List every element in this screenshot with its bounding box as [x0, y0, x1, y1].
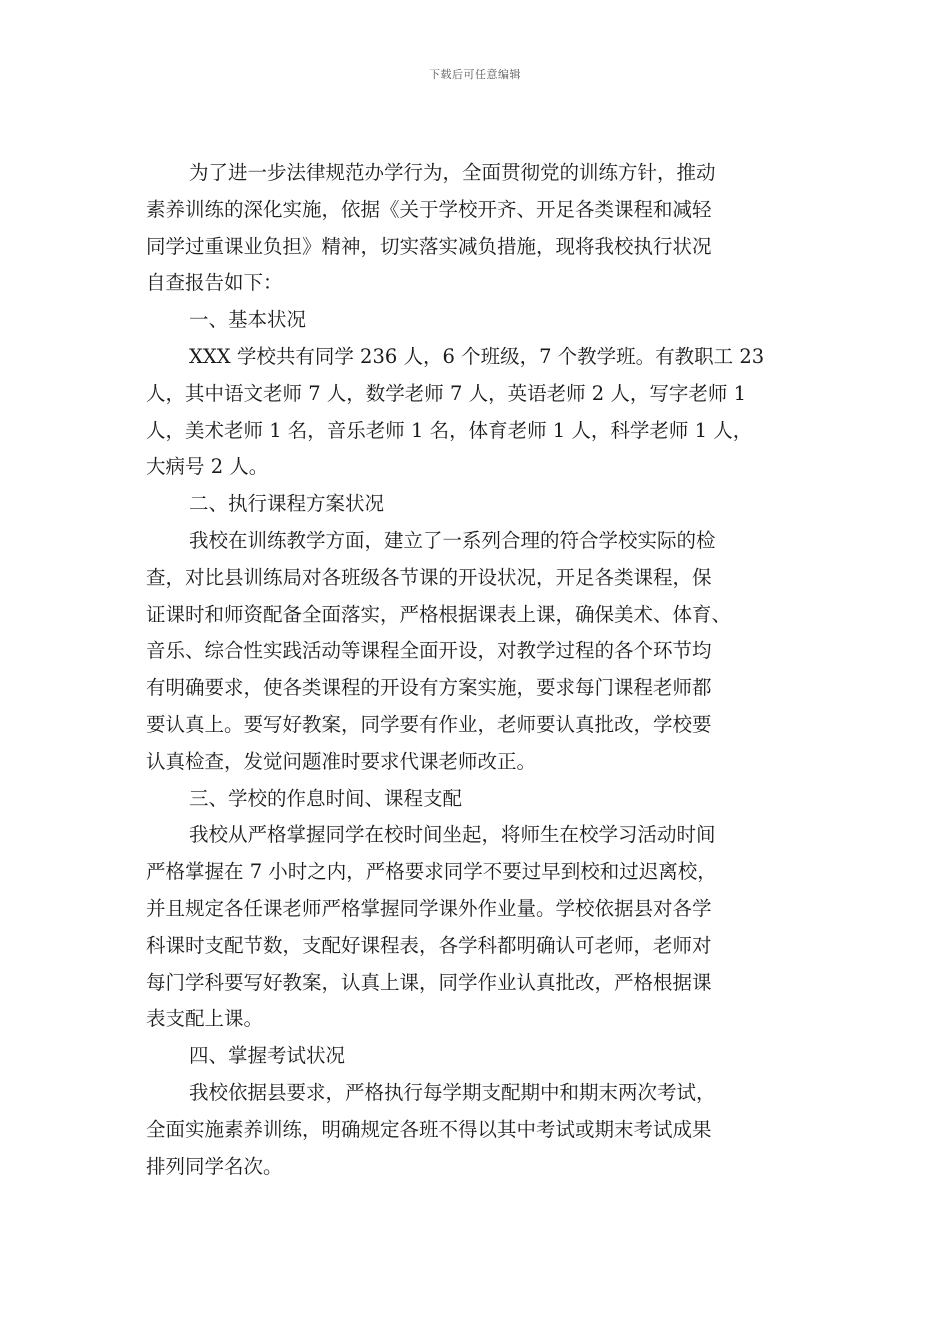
- text-line: 并且规定各任课老师严格掌握同学课外作业量。学校依据县对各学: [146, 896, 712, 920]
- text-line: 三、学校的作息时间、课程支配: [189, 786, 463, 810]
- text-line: 全面实施素养训练，明确规定各班不得以其中考试或期末考试成果: [146, 1117, 712, 1141]
- text-line: 表支配上课。: [146, 1007, 264, 1031]
- text-line: 人，美术老师 1 名，音乐老师 1 名，体育老师 1 人，科学老师 1 人，: [146, 418, 753, 442]
- text-line: 科课时支配节数，支配好课程表，各学科都明确认可老师，老师对: [146, 933, 712, 957]
- text-line: 排列同学名次。: [146, 1154, 283, 1178]
- text-line: 严格掌握在 7 小时之内，严格要求同学不要过早到校和过迟离校，: [146, 860, 717, 884]
- text-line: 我校依据县要求，严格执行每学期支配期中和期末两次考试，: [189, 1080, 716, 1104]
- text-line: XXX 学校共有同学 236 人，6 个班级，7 个教学班。有教职工 23: [189, 344, 765, 368]
- text-line: 自查报告如下：: [146, 271, 283, 295]
- text-line: 素养训练的深化实施，依据《关于学校开齐、开足各类课程和减轻: [146, 197, 712, 221]
- document-body: [146, 155, 812, 1185]
- text-line: 一、基本状况: [189, 308, 307, 332]
- text-line: 四、掌握考试状况: [189, 1044, 346, 1068]
- text-line: 有明确要求，使各类课程的开设有方案实施，要求每门课程老师都: [146, 676, 712, 700]
- header-note: 下载后可任意编辑: [429, 68, 521, 81]
- text-line: 为了进一步法律规范办学行为，全面贯彻党的训练方针，推动: [189, 161, 716, 184]
- text-line: 我校在训练教学方面，建立了一系列合理的符合学校实际的检: [189, 528, 716, 552]
- text-line: 认真检查，发觉问题准时要求代课老师改正。: [146, 749, 537, 773]
- text-line: 查，对比县训练局对各班级各节课的开设状况，开足各类课程，保: [146, 565, 712, 589]
- text-line: 要认真上。要写好教案，同学要有作业，老师要认真批改，学校要: [146, 712, 712, 736]
- text-line: 证课时和师资配备全面落实，严格根据课表上课，确保美术、体育、: [146, 602, 732, 626]
- text-line: 二、执行课程方案状况: [189, 492, 385, 516]
- text-line: 大病号 2 人。: [146, 455, 269, 479]
- text-line: 每门学科要写好教案，认真上课，同学作业认真批改，严格根据课: [146, 970, 712, 994]
- text-line: 同学过重课业负担》精神，切实落实减负措施，现将我校执行状况: [146, 234, 712, 258]
- text-line: 我校从严格掌握同学在校时间坐起，将师生在校学习活动时间: [189, 823, 716, 847]
- text-line: 人，其中语文老师 7 人，数学老师 7 人，英语老师 2 人，写字老师 1: [146, 381, 747, 405]
- text-line: 音乐、综合性实践活动等课程全面开设，对教学过程的各个环节均: [146, 639, 712, 663]
